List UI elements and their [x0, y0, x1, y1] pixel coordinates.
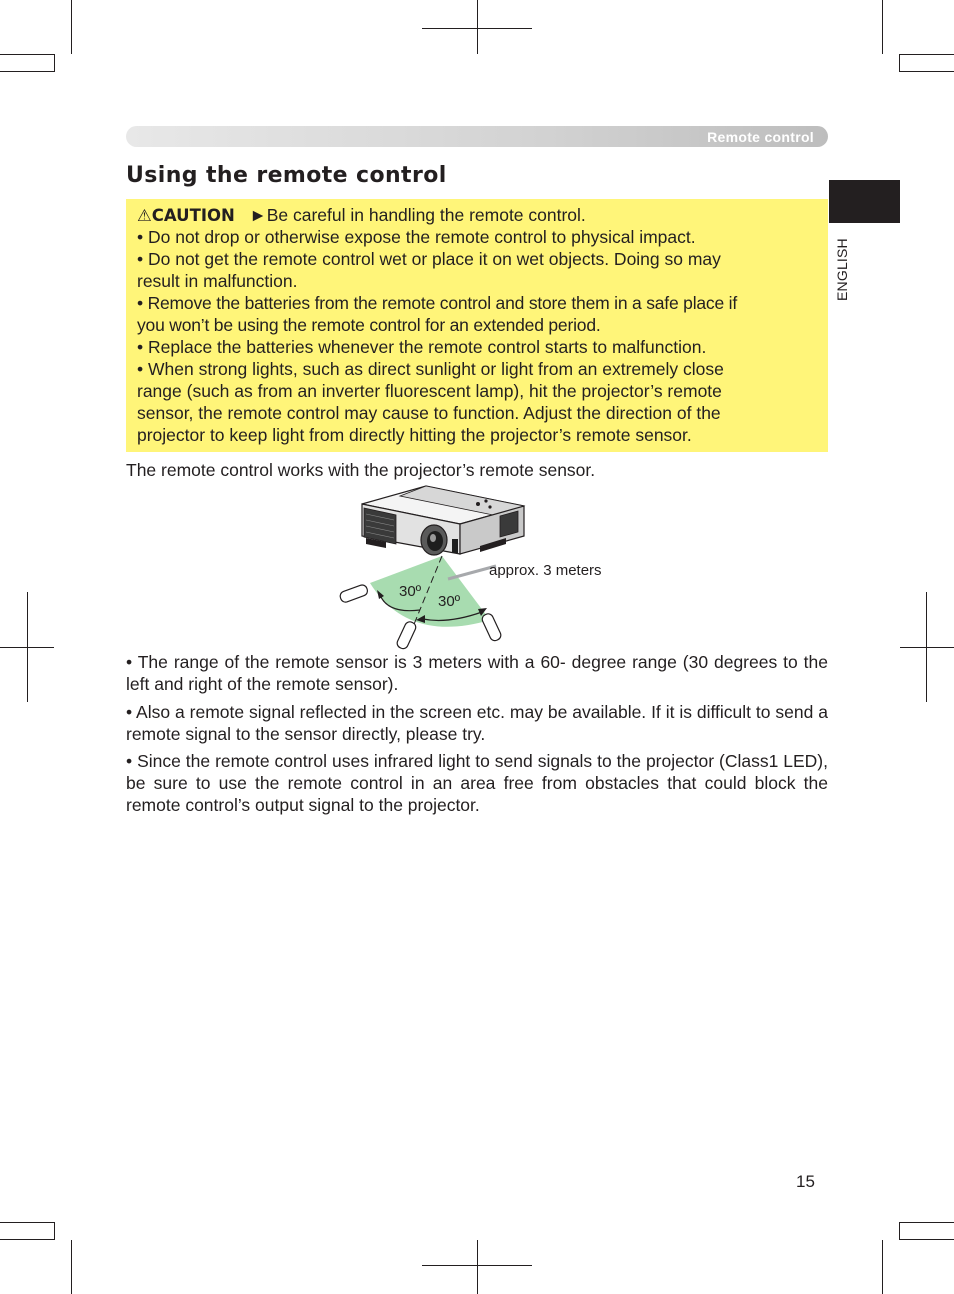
- caution-line: result in malfunction.: [137, 271, 298, 291]
- caution-line: • Do not drop or otherwise expose the remote control to physical impact.: [137, 227, 696, 247]
- distance-label: approx. 3 meters: [489, 562, 602, 579]
- section-header-label: Remote control: [707, 129, 814, 145]
- caution-line: • Replace the batteries whenever the remote control starts to malfunction.: [137, 337, 707, 357]
- warning-icon: ⚠: [137, 206, 152, 225]
- caution-box: [126, 199, 828, 452]
- caution-line: • Remove the batteries from the remote control and store them in a safe place if: [137, 293, 738, 313]
- paragraph-range: • The range of the remote sensor is 3 meters with a 60- degree range (30 degrees to the left and right of the remote sensor).: [126, 652, 828, 694]
- section-header-bar: [126, 126, 828, 147]
- remote-range-diagram: [330, 484, 630, 654]
- paragraph-obstacles: • Since the remote control uses infrared light to send signals to the projector (Class1 LED), be sure to use the remote control in an area free from obstacles that could block the remote control’s output signal to the projector.: [126, 751, 828, 815]
- caution-line: sensor, the remote control may cause to function. Adjust the direction of the: [137, 403, 721, 423]
- remote-control-center: [396, 620, 418, 650]
- caution-lead: Be careful in handling the remote control.: [266, 205, 586, 225]
- paragraph-reflection: • Also a remote signal reflected in the screen etc. may be available. If it is difficult to send a remote signal to the sensor directly, please try.: [126, 702, 828, 744]
- language-label: ENGLISH: [834, 238, 850, 301]
- caution-line: • Do not get the remote control wet or place it on wet objects. Doing so may: [137, 249, 721, 269]
- angle-left-label: 30º: [399, 583, 422, 600]
- page-number: 15: [796, 1172, 815, 1191]
- language-tab: [829, 180, 900, 223]
- remote-control-right: [481, 612, 503, 642]
- range-sector: [370, 556, 490, 627]
- caution-label: CAUTION: [151, 206, 235, 225]
- caution-line: you won’t be using the remote control for an extended period.: [137, 315, 601, 335]
- page-title: Using the remote control: [126, 163, 447, 188]
- angle-right-label: 30º: [438, 593, 461, 610]
- projector-illustration: [362, 486, 524, 555]
- caution-line: • When strong lights, such as direct sunlight or light from an extremely close: [137, 359, 724, 379]
- caution-line: projector to keep light from directly hitting the projector’s remote sensor.: [137, 425, 692, 445]
- remote-control-left: [339, 584, 369, 604]
- intro-text: The remote control works with the projector’s remote sensor.: [126, 460, 596, 480]
- caution-line: range (such as from an inverter fluorescent lamp), hit the projector’s remote: [137, 381, 722, 401]
- arrow-icon: ►: [249, 205, 267, 225]
- caution-heading: [137, 204, 817, 227]
